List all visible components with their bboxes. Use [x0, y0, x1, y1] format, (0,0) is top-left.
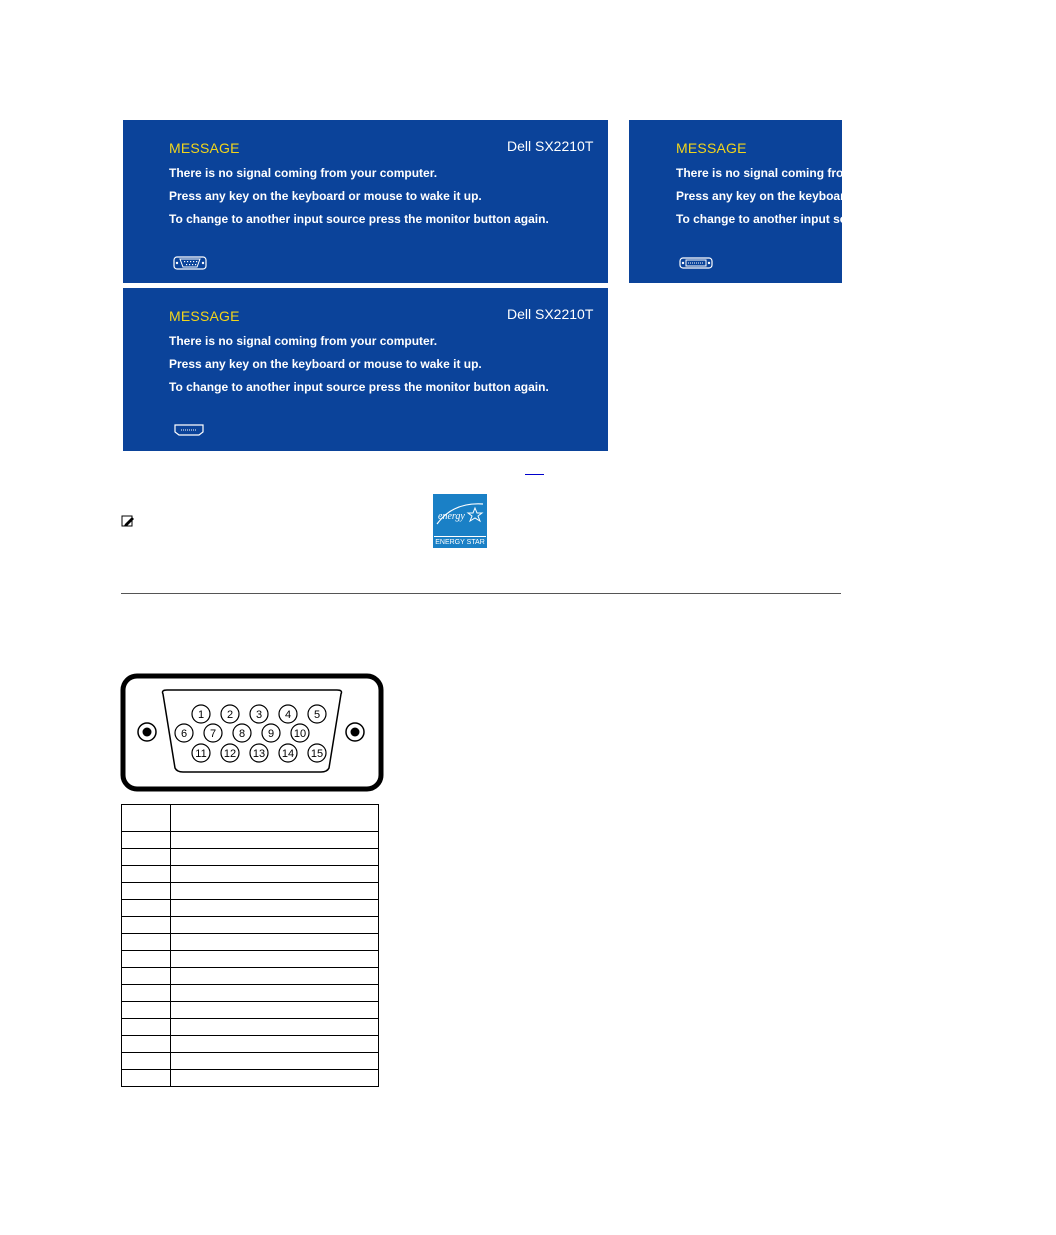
pin-number: 11 — [195, 748, 207, 760]
osd-title: MESSAGE — [676, 140, 747, 156]
table-header-row — [122, 805, 379, 832]
pin-assignment-table — [121, 804, 379, 1087]
pin-number-cell — [122, 1036, 171, 1053]
signal-assignment-cell — [171, 849, 379, 866]
table-row — [122, 866, 379, 883]
table-row — [122, 1002, 379, 1019]
table-row — [122, 900, 379, 917]
pin-number: 9 — [267, 728, 275, 740]
osd-message-panel-hdmi — [123, 288, 608, 451]
osd-line: There is no signal coming from your computer. — [676, 166, 945, 180]
osd-line: To change to another input source press the monitor button again. — [169, 380, 549, 394]
vga-connector-diagram — [121, 674, 383, 791]
energy-star-label: ENERGY STAR — [435, 539, 485, 546]
signal-assignment-cell — [171, 1070, 379, 1087]
signal-assignment-cell — [171, 832, 379, 849]
signal-assignment-cell — [171, 900, 379, 917]
link-underline[interactable] — [525, 474, 544, 475]
pin-number-cell — [122, 883, 171, 900]
pin-number-cell — [122, 951, 171, 968]
pin-number: 3 — [255, 709, 263, 721]
vga-input-icon — [173, 255, 207, 271]
table-row — [122, 1019, 379, 1036]
pin-number: 7 — [209, 728, 217, 740]
pin-number-cell — [122, 934, 171, 951]
pin-number: 2 — [226, 709, 234, 721]
osd-message-panel-dvi — [629, 120, 1056, 283]
osd-line: To change to another input source press the monitor button again. — [676, 212, 1056, 226]
osd-title: MESSAGE — [169, 308, 240, 324]
osd-message-panel-vga — [123, 120, 608, 283]
table-row — [122, 849, 379, 866]
signal-assignment-cell — [171, 985, 379, 1002]
dvi-input-icon — [679, 256, 713, 270]
table-row — [122, 1070, 379, 1087]
table-row — [122, 917, 379, 934]
osd-model: Dell SX2210T — [507, 306, 594, 322]
osd-line: There is no signal coming from your computer. — [169, 166, 438, 180]
signal-assignment-cell — [171, 951, 379, 968]
osd-line: To change to another input source press the monitor button again. — [169, 212, 549, 226]
osd-model: Dell SX2210T — [507, 138, 594, 154]
pin-number-cell — [122, 866, 171, 883]
table-row — [122, 1053, 379, 1070]
energy-star-script: energy — [438, 511, 465, 522]
signal-assignment-cell — [171, 934, 379, 951]
pin-number: 5 — [313, 709, 321, 721]
pin-number-cell — [122, 1002, 171, 1019]
pin-number: 4 — [284, 709, 292, 721]
osd-line: There is no signal coming from your computer. — [169, 334, 438, 348]
pin-number: 8 — [238, 728, 246, 740]
signal-assignment-cell — [171, 1019, 379, 1036]
signal-assignment-cell — [171, 866, 379, 883]
table-row — [122, 985, 379, 1002]
osd-line: Press any key on the keyboard or mouse to wake it up. — [169, 357, 482, 371]
osd-line: Press any key on the keyboard or mouse to wake it up. — [676, 189, 989, 203]
energy-star-logo — [433, 494, 487, 548]
pin-number: 13 — [252, 748, 266, 760]
osd-title: MESSAGE — [169, 140, 240, 156]
pin-number-cell — [122, 832, 171, 849]
pin-number: 1 — [197, 709, 205, 721]
pin-number-cell — [122, 1053, 171, 1070]
pin-number-cell — [122, 985, 171, 1002]
pin-number-cell — [122, 917, 171, 934]
section-divider — [121, 593, 841, 594]
table-row — [122, 883, 379, 900]
note-pencil-icon — [121, 515, 135, 527]
table-row — [122, 1036, 379, 1053]
pin-number-cell — [122, 1070, 171, 1087]
table-row — [122, 968, 379, 985]
pin-number: 6 — [180, 728, 188, 740]
pin-number: 12 — [223, 748, 237, 760]
energy-star-divider — [434, 536, 486, 537]
signal-assignment-cell — [171, 1053, 379, 1070]
hdmi-input-icon — [173, 423, 205, 437]
pin-number: 14 — [281, 748, 295, 760]
signal-assignment-cell — [171, 968, 379, 985]
pin-number-cell — [122, 968, 171, 985]
energy-star-emblem-icon — [433, 494, 487, 534]
table-row — [122, 951, 379, 968]
signal-assignment-cell — [171, 1002, 379, 1019]
osd-line: Press any key on the keyboard or mouse to wake it up. — [169, 189, 482, 203]
signal-assignment-cell — [171, 1036, 379, 1053]
table-row — [122, 832, 379, 849]
signal-assignment-cell — [171, 917, 379, 934]
pin-number-cell — [122, 1019, 171, 1036]
pin-number-cell — [122, 900, 171, 917]
pin-number-cell — [122, 849, 171, 866]
pin-number: 15 — [310, 748, 324, 760]
table-row — [122, 934, 379, 951]
signal-assignment-cell — [171, 883, 379, 900]
pin-number: 10 — [293, 728, 307, 740]
